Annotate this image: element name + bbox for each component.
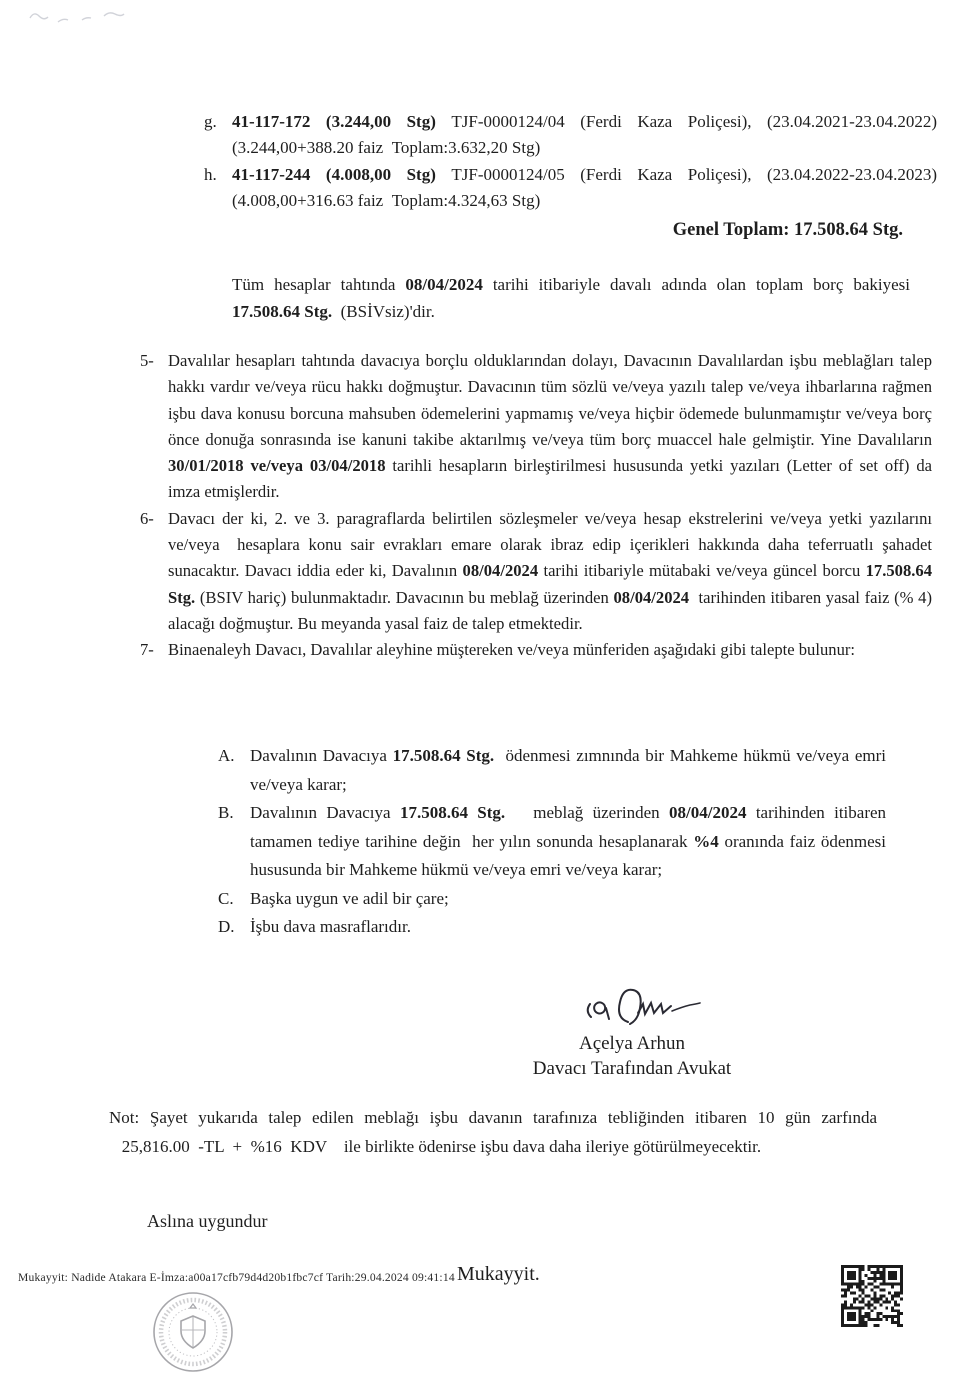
paragraph-6 xyxy=(140,506,932,637)
signatory-name: Açelya Arhun xyxy=(578,1033,686,1054)
request-marker-d: D. xyxy=(218,917,235,936)
certification-text: Aslına uygundur xyxy=(147,1211,268,1231)
request-text-c: Başka uygun ve adil bir çare; xyxy=(250,888,449,908)
paragraph-6-text: Davacı der ki, 2. ve 3. paragraflarda belirtilen sözleşmeler ve/veya hesap ekstrelerini ve/veya yetki yazılarını ve/veya hesaplara konu sair evrakları emare olarak ibraz edip içerikleri hakkında daha teferruatlı şahadet sunacaktır. Davacı iddia eder ki, Davalının 08/04/2024 tarihi itibariyle mütabaki ve/veya güncel borcu 17.508.64 Stg. (BSIV hariç) bulunmaktadır. Davacının bu meblağ üzerinden 08/04/2024 tarihinden itibaren yasal faiz (% 4) alacağı doğmuştur. Bu meyanda yasal faiz de talep etmektedir. xyxy=(168,508,932,633)
request-list xyxy=(218,742,886,942)
claim-item-h xyxy=(204,162,937,215)
claim-text-h: 41-117-244 (4.008,00 Stg) TJF-0000124/05 (Ferdi Kaza Poliçesi), (23.04.2022-23.04.2023) (4.008,00+316.63 faiz Toplam:4.324,63 Stg) xyxy=(232,164,937,210)
claims-list xyxy=(204,109,937,214)
grand-total: Genel Toplam: 17.508.64 Stg. xyxy=(672,220,903,240)
request-marker-a: A. xyxy=(218,746,235,765)
request-item-a xyxy=(218,742,886,799)
registrar-esignature-line: Mukayyit: Nadide Atakara E-İmza:a00a17cfb79d4d20b1fbc7cf Tarih:29.04.2024 09:41:14 xyxy=(18,1271,455,1284)
request-item-c xyxy=(218,885,886,914)
request-marker-c: C. xyxy=(218,888,234,908)
paragraph-5-text: Davalılar hesapları tahtında davacıya borçlu olduklarından dolayı, Davacının Davalılardan işbu meblağları talep hakkı vardır ve/veya rücu hakkı doğmuştur. Davacının tüm sözlü ve/veya yazılı talep ve/veya ihbarlarına rağmen işbu dava konusu borcuna mahsuben ödemelerini yapmamış ve/veya hiçbir ödemede bulunmamıştır ve/veya borç önce donuğa sonrasında ise kanuni takibe aktarılmış ve/veya tüm borç muaccel hale gelmiştir. Yine Davalıların 30/01/2018 ve/veya 03/04/2018 tarihli hesapların birleştirilmesi hususunda yetki yazıları (Letter of set off) da imza etmişlerdir. xyxy=(168,351,932,502)
claim-text-g: 41-117-172 (3.244,00 Stg) TJF-0000124/04 (Ferdi Kaza Poliçesi), (23.04.2021-23.04.2022) (3.244,00+388.20 faiz Toplam:3.632,20 Stg) xyxy=(232,112,937,158)
signature-block xyxy=(432,982,832,1082)
pencil-marks xyxy=(24,6,134,34)
paragraph-6-marker: 6- xyxy=(140,508,154,528)
paragraph-7-text: Binaenaleyh Davacı, Davalılar aleyhine müştereken ve/veya münferiden aşağıdaki gibi talepte bulunur: xyxy=(168,640,855,660)
paragraph-5 xyxy=(140,348,932,506)
claim-marker-h: h. xyxy=(204,164,217,184)
qr-code xyxy=(840,1265,904,1327)
request-text-a: Davalının Davacıya 17.508.64 Stg. ödenmesi zımnında bir Mahkeme hükmü ve/veya emri ve/veya karar; xyxy=(250,746,886,794)
paragraph-7 xyxy=(140,637,932,663)
request-item-b xyxy=(218,799,886,885)
balance-summary-paragraph: Tüm hesaplar tahtında 08/04/2024 tarihi itibariyle davalı adında olan toplam borç bakiyesi 17.508.64 Stg. (BSİVsiz)'dir. xyxy=(232,275,911,321)
claim-marker-g: g. xyxy=(204,112,217,131)
signatory-title: Davacı Tarafından Avukat xyxy=(532,1058,732,1079)
signature-scribble xyxy=(582,982,722,1030)
request-marker-b: B. xyxy=(218,803,234,822)
request-item-d xyxy=(218,913,886,942)
note-paragraph: Not: Şayet yukarıda talep edilen meblağı işbu davanın tarafınıza tebliğinden itibaren 10 gün zarfında 25,816.00 -TL + %16 KDV ile birlikte ödenirse işbu dava daha ileriye götürülmeyecektir. xyxy=(109,1108,877,1156)
claim-item-g xyxy=(204,109,937,162)
paragraph-7-marker: 7- xyxy=(140,640,154,660)
paragraph-5-marker: 5- xyxy=(140,351,154,370)
request-text-d: İşbu dava masraflarıdır. xyxy=(250,917,411,936)
court-seal-stamp xyxy=(145,1284,241,1380)
numbered-paragraphs xyxy=(140,348,932,664)
request-text-b: Davalının Davacıya 17.508.64 Stg. meblağ üzerinden 08/04/2024 tarihinden itibaren tamamen tediye tarihine değin her yılın sonunda hesaplanarak %4 oranında faiz ödenmesi hususunda bir Mahkeme hükmü ve/veya emri ve/veya karar; xyxy=(250,803,887,879)
registrar-label: Mukayyit. xyxy=(457,1263,540,1285)
